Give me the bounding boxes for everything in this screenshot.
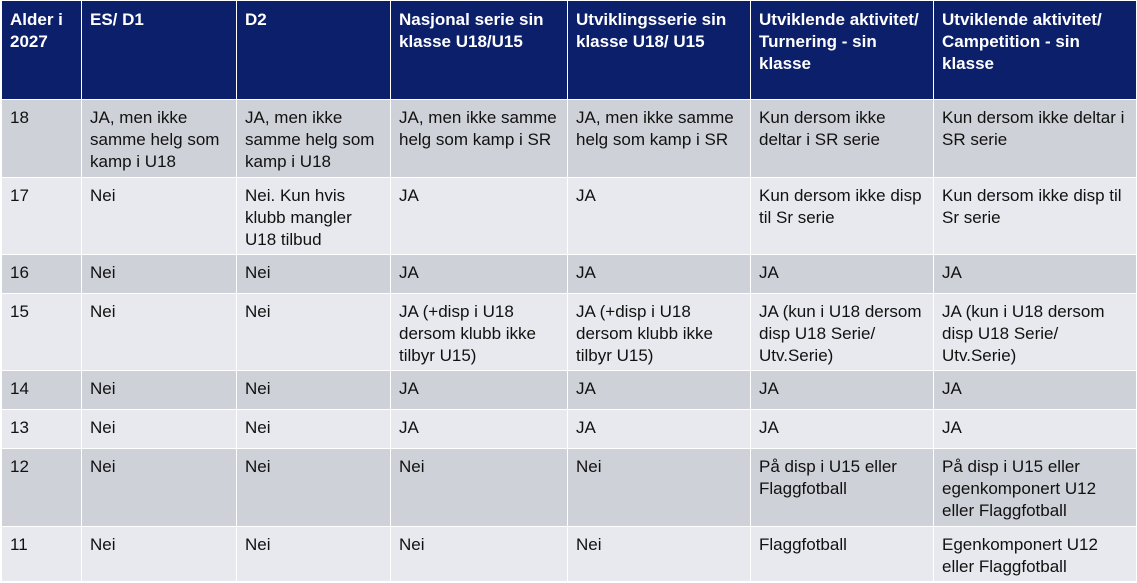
table-cell: Nei [391,449,568,527]
table-cell: JA [751,255,934,294]
header-d2: D2 [237,1,391,100]
table-cell: Nei [82,449,237,527]
header-turnering: Utviklende aktivitet/ Turnering - sin klasse [751,1,934,100]
table-cell: JA [568,255,751,294]
table-cell: Kun dersom ikke deltar i SR serie [751,100,934,178]
header-row [2,1,1137,100]
table-cell: JA (+disp i U18 dersom klubb ikke tilbyr U15) [391,294,568,371]
table-cell: JA, men ikke samme helg som kamp i SR [568,100,751,178]
table-cell: Nei [82,527,237,582]
table-cell: Nei [82,410,237,449]
age-cell: 17 [2,178,82,255]
age-cell: 12 [2,449,82,527]
age-cell: 13 [2,410,82,449]
table-cell: JA (kun i U18 dersom disp U18 Serie/ Utv.Serie) [751,294,934,371]
table-cell: JA [391,371,568,410]
table-cell: JA [751,410,934,449]
table-cell: Egenkomponert U12 eller Flaggfotball [934,527,1137,582]
table-cell: Nei [237,371,391,410]
table-cell: Nei [82,178,237,255]
table-cell: JA [391,410,568,449]
table-cell: Nei [237,410,391,449]
table-cell: JA, men ikke samme helg som kamp i SR [391,100,568,178]
age-eligibility-table [1,0,1137,582]
header-age: Alder i 2027 [2,1,82,100]
table-cell: På disp i U15 eller egenkomponert U12 eller Flaggfotball [934,449,1137,527]
table-cell: Nei [82,255,237,294]
table-cell: Nei [391,527,568,582]
table-row [2,178,1137,255]
table-cell: På disp i U15 eller Flaggfotball [751,449,934,527]
age-cell: 15 [2,294,82,371]
table-cell: JA, men ikke samme helg som kamp i U18 [237,100,391,178]
table-cell: JA, men ikke samme helg som kamp i U18 [82,100,237,178]
age-cell: 16 [2,255,82,294]
table-row [2,100,1137,178]
header-es-d1: ES/ D1 [82,1,237,100]
table-cell: JA [568,178,751,255]
table-cell: Nei [237,255,391,294]
table-row [2,527,1137,582]
table-cell: Nei [237,449,391,527]
table-cell: JA (+disp i U18 dersom klubb ikke tilbyr U15) [568,294,751,371]
table-cell: JA [934,255,1137,294]
table-cell: Kun dersom ikke disp til Sr serie [751,178,934,255]
table-row [2,255,1137,294]
table-cell: Nei. Kun hvis klubb mangler U18 tilbud [237,178,391,255]
table-cell: JA [568,410,751,449]
table-cell: JA [391,255,568,294]
table-cell: Nei [237,294,391,371]
table-cell: Nei [568,449,751,527]
table-cell: JA [934,371,1137,410]
table-row [2,371,1137,410]
table-cell: Kun dersom ikke disp til Sr serie [934,178,1137,255]
table-cell: Nei [82,371,237,410]
table-cell: Nei [82,294,237,371]
table-cell: Flaggfotball [751,527,934,582]
age-cell: 18 [2,100,82,178]
age-cell: 11 [2,527,82,582]
table-row [2,449,1137,527]
table-cell: JA [568,371,751,410]
table-cell: JA [751,371,934,410]
age-cell: 14 [2,371,82,410]
header-nasjonal-serie: Nasjonal serie sin klasse U18/U15 [391,1,568,100]
table-cell: JA [391,178,568,255]
table-cell: JA [934,410,1137,449]
header-campetition: Utviklende aktivitet/ Campetition - sin klasse [934,1,1137,100]
table-cell: Nei [568,527,751,582]
table-cell: Nei [237,527,391,582]
table-cell: JA (kun i U18 dersom disp U18 Serie/ Utv.Serie) [934,294,1137,371]
table-cell: Kun dersom ikke deltar i SR serie [934,100,1137,178]
table-row [2,410,1137,449]
table-row [2,294,1137,371]
header-utviklingsserie: Utviklingsserie sin klasse U18/ U15 [568,1,751,100]
